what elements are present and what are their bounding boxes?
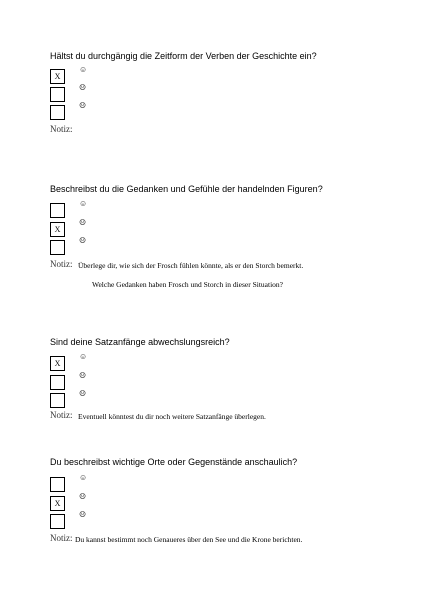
smiley-happy-icon: ☺ <box>79 65 88 74</box>
checkbox[interactable] <box>50 105 65 120</box>
rating-option-bad[interactable] <box>50 101 110 123</box>
checkbox[interactable] <box>50 240 65 255</box>
rating-option-bad[interactable] <box>50 236 110 258</box>
checkbox[interactable]: X <box>50 69 65 84</box>
notiz-label: Notiz: <box>50 124 73 134</box>
smiley-neutral-icon: ☹ <box>79 83 87 92</box>
smiley-happy-icon: ☺ <box>79 473 88 482</box>
checkbox[interactable] <box>50 514 65 529</box>
smiley-neutral-icon: ☹ <box>79 492 87 501</box>
smiley-sad-icon: ☹ <box>79 389 87 398</box>
notiz-label: Notiz: <box>50 410 73 420</box>
smiley-neutral-icon: ☹ <box>79 218 87 227</box>
note-text: Überlege dir, wie sich der Frosch fühlen könnte, als er den Storch bemerkt. <box>78 261 304 270</box>
rating-option-bad[interactable] <box>50 510 110 532</box>
note-text: Welche Gedanken haben Frosch und Storch in dieser Situation? <box>92 280 284 289</box>
checkbox[interactable] <box>50 393 65 408</box>
checkbox[interactable] <box>50 203 65 218</box>
note-text: Eventuell könntest du dir noch weitere Satzanfänge überlegen. <box>78 412 266 421</box>
checkbox[interactable] <box>50 87 65 102</box>
smiley-sad-icon: ☹ <box>79 236 87 245</box>
notiz-label: Notiz: <box>50 259 73 269</box>
question-title: Hältst du durchgängig die Zeitform der Verben der Geschichte ein? <box>50 51 317 61</box>
smiley-neutral-icon: ☹ <box>79 371 87 380</box>
smiley-sad-icon: ☹ <box>79 510 87 519</box>
smiley-happy-icon: ☺ <box>79 352 88 361</box>
rating-option-bad[interactable] <box>50 389 110 411</box>
question-title: Du beschreibst wichtige Orte oder Gegenstände anschaulich? <box>50 457 298 467</box>
smiley-sad-icon: ☹ <box>79 101 87 110</box>
question-title: Beschreibst du die Gedanken und Gefühle der handelnden Figuren? <box>50 184 323 194</box>
checkbox[interactable] <box>50 375 65 390</box>
checkbox[interactable]: X <box>50 356 65 371</box>
checkbox[interactable]: X <box>50 496 65 511</box>
note-text: Du kannst bestimmt noch Genaueres über den See und die Krone berichten. <box>75 535 303 544</box>
checkbox[interactable]: X <box>50 222 65 237</box>
smiley-happy-icon: ☺ <box>79 199 88 208</box>
checkbox[interactable] <box>50 477 65 492</box>
question-title: Sind deine Satzanfänge abwechslungsreich? <box>50 337 230 347</box>
notiz-label: Notiz: <box>50 533 73 543</box>
